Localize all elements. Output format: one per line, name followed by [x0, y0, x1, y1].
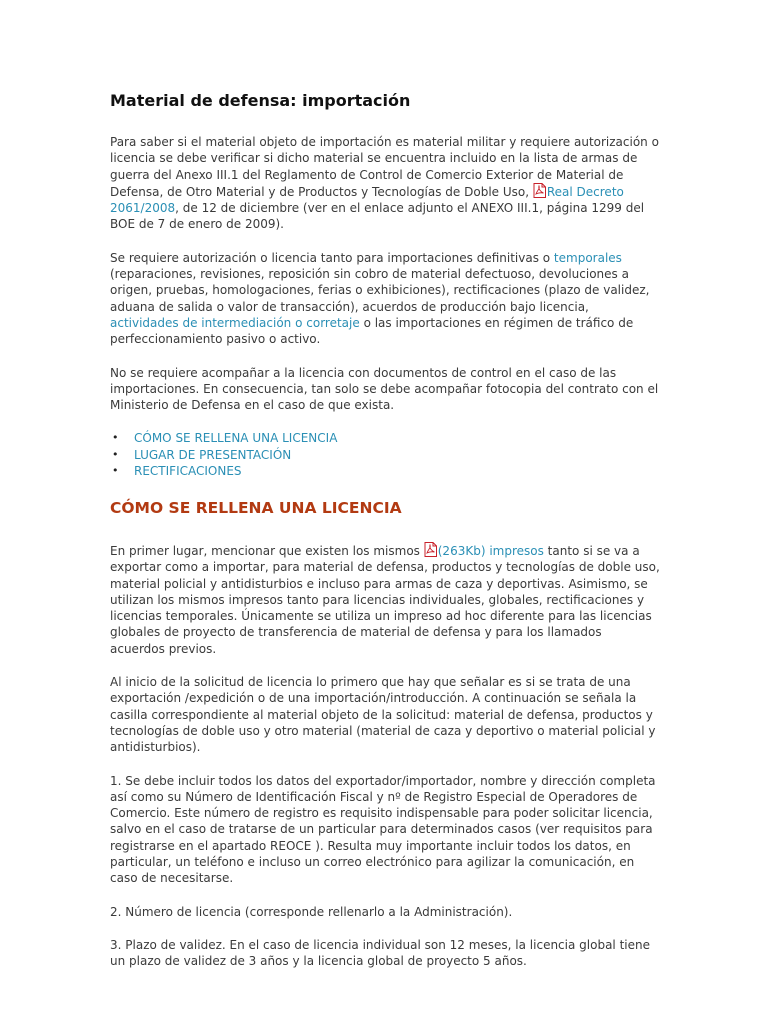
- toc-item-rectificaciones: [112, 463, 660, 480]
- section1-paragraph-5: 3. Plazo de validez. En el caso de licencia individual son 12 meses, la licencia global tiene un plazo de validez de 3 años y la licencia global de proyecto 5 años.: [110, 937, 650, 969]
- intro-paragraph-2: [110, 250, 660, 348]
- section1-paragraph-2: Al inicio de la solicitud de licencia lo primero que hay que señalar es si se trata de una exportación /expedición o de una importación/introducción. A continuación se señala la casilla correspondiente al material objeto de la solicitud: material de defensa, productos y tecnologías de doble uso y otro material (material de caza y deportivo o material policial y antidisturbios).: [110, 675, 656, 755]
- main-content: [110, 90, 660, 986]
- section1-paragraph-1: [110, 542, 660, 657]
- toc-link-lugar-presentacion[interactable]: LUGAR DE PRESENTACIÓN: [134, 447, 292, 462]
- pdf-file-icon: [533, 183, 546, 198]
- toc-item-lugar-presentacion: [112, 447, 660, 464]
- intro-p2-text: Se requiere autorización o licencia tanto para importaciones definitivas o: [110, 250, 554, 265]
- intro-p1-text: Para saber si el material objeto de importación es material militar y requiere autorización o licencia se debe verificar si dicho material se encuentra incluido en la lista de armas de guerra del Anexo III.1 del Reglamento de Control de Comercio Exterior de Material de Defensa, de Otro Material y de Productos y Tecnologías de Doble Uso,: [110, 135, 659, 199]
- intro-paragraph-3: No se requiere acompañar a la licencia con documentos de control en el caso de las importaciones. En consecuencia, tan solo se debe acompañar fotocopia del contrato con el Ministerio de Defensa en el caso de que exista.: [110, 365, 659, 413]
- section1-paragraph-4: 2. Número de licencia (corresponde rellenarlo a la Administración).: [110, 904, 513, 919]
- bullet: •: [112, 447, 119, 461]
- impresos-link[interactable]: [424, 544, 548, 558]
- bullet: •: [112, 464, 119, 478]
- intro-p2-text-mid: (reparaciones, revisiones, reposición sin cobro de material defectuoso, devoluciones a origen, pruebas, homologaciones, ferias o exhibiciones), rectificaciones (plazo de validez, aduana de salida o valor de transacción), acuerdos de producción bajo licencia,: [110, 267, 650, 314]
- section-heading-como-rellenar: CÓMO SE RELLENA UNA LICENCIA: [110, 498, 402, 517]
- toc-link-rectificaciones[interactable]: RECTIFICACIONES: [134, 464, 242, 479]
- section1-p1-text: En primer lugar, mencionar que existen los mismos: [110, 543, 424, 558]
- pdf-file-icon: [424, 542, 437, 557]
- page-title: Material de defensa: importación: [110, 91, 411, 110]
- section1-paragraph-3: 1. Se debe incluir todos los datos del exportador/importador, nombre y dirección completa así como su Número de Identificación Fiscal y nº de Registro Especial de Operadores de Comercio. Este número de registro es requisito indispensable para poder solicitar licencia, salvo en el caso de tratarse de un particular para determinados casos (ver requisitos para registrarse en el apartado REOCE ). Resulta muy importante incluir todos los datos, en particular, un teléfono e incluso un correo electrónico para agilizar la comunicación, en caso de necesitarse.: [110, 773, 656, 886]
- intro-p2-text-end: o las importaciones en régimen de tráfico de perfeccionamiento pasivo o activo.: [110, 315, 634, 347]
- table-of-contents: [110, 430, 660, 480]
- real-decreto-link-label: Real Decreto 2061/2008: [110, 184, 624, 216]
- toc-link-como-rellenar[interactable]: CÓMO SE RELLENA UNA LICENCIA: [134, 431, 338, 446]
- toc-item-como-rellenar: [112, 430, 660, 447]
- intro-paragraph-1: [110, 134, 660, 233]
- impresos-link-label: (263Kb) impresos: [437, 543, 548, 558]
- intro-p1-text-end: , de 12 de diciembre (ver en el enlace adjunto el ANEXO III.1, página 1299 del BOE de 7 de enero de 2009).: [110, 201, 645, 232]
- temporales-link[interactable]: temporales: [553, 250, 622, 265]
- bullet: •: [112, 431, 119, 445]
- section1-p1-text-end: tanto si se va a exportar como a importar, para material de defensa, productos y tecnologías de doble uso, material policial y antidisturbios e incluso para armas de caza y deportivas. Asimismo, se utilizan los mismos impresos tanto para licencias individuales, globales, rectificaciones y licencias temporales. Únicamente se utiliza un impreso ad hoc diferente para las licencias globales de proyecto de transferencia de material de defensa y para los llamados acuerdos previos.: [110, 543, 660, 656]
- intermediacion-link[interactable]: actividades de intermediación o corretaje: [110, 315, 360, 330]
